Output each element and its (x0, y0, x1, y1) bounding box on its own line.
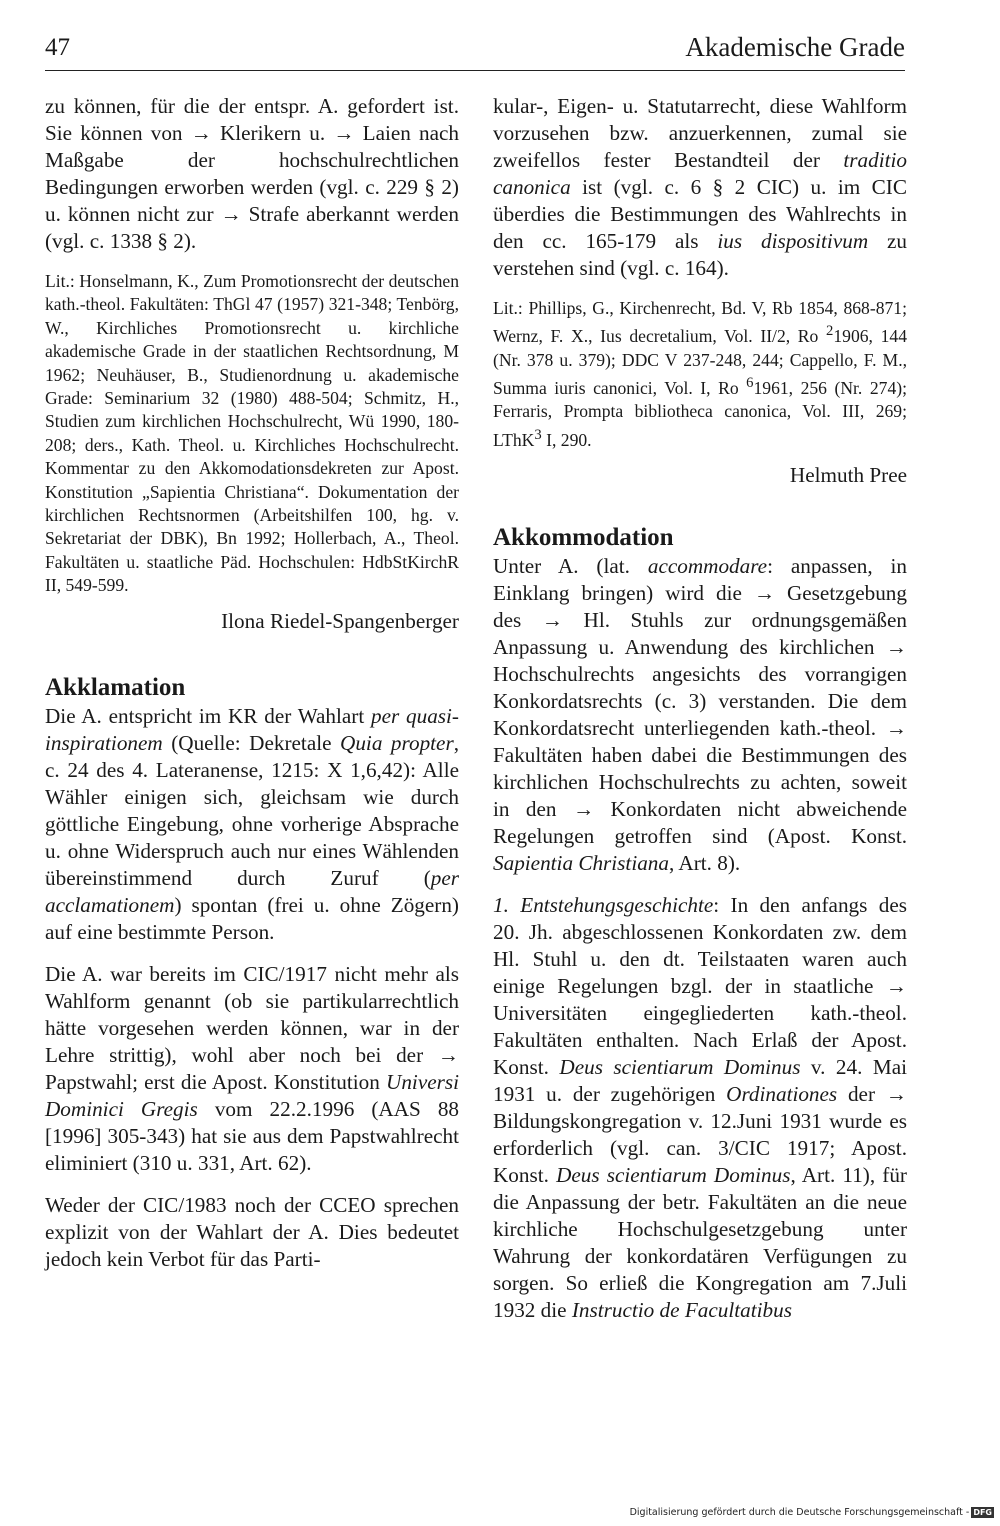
paragraph: Weder der CIC/1983 noch der CCEO sprechen explizit von der Wahlart der A. Dies bedeutet jedoch kein Verbot für das Parti- (45, 1192, 459, 1271)
running-head: Akademische Grade (685, 32, 905, 62)
paragraph: kular-, Eigen- u. Statutarrecht, diese Wahlform vorzusehen bzw. anzuerkennen, zumal sie zweifellos fester Bestandteil der traditio canonica ist (vgl. c. 6 § 2 CIC) u. im CIC überdies die Bestimmungen des Wahlrechts in den cc. 165-179 als ius dispositivum zu verstehen sind (vgl. c. 164). (493, 94, 908, 280)
page-header (45, 30, 905, 71)
author-name: Helmuth Pree (789, 463, 907, 488)
left-column (45, 93, 459, 1273)
section-heading-akklamation: Akklamation (45, 673, 186, 701)
page-number: 47 (45, 34, 70, 61)
literature-list: Lit.: Honselmann, K., Zum Promotionsrecht der deutschen kath.-theol. Fakultäten: ThGl 47 (1957) 321-348; Tenbörg, W., Kirchliches Promotionsrecht u. kirchliche akademische Grade in der staatlichen Rechtsordnung, M 1962; Neuhäuser, B., Studienordnung u. akademische Grade: Seminarium 32 (1980) 488-504; Schmitz, H., Studien zum kirchlichen Hochschulrecht, Wü 1990, 180-208; ders., Kath. Theol. u. Kirchliches Hochschulrecht. Kommentar zu den Akkomodationsdekreten zur Apost. Konstitution „Sapientia Christiana“. Dokumentation der kirchlichen Rechtsnormen (Arbeitshilfen 100, hg. v. Sekretariat der DBK), Bn 1992; Hollerbach, A., Theol. Fakultäten u. staatliche Päd. Hochschulen: HdbStKirchR II, 549-599. (45, 271, 459, 596)
paragraph: Unter A. (lat. accommodare: anpassen, in Einklang bringen) wird die → Gesetzgebung des → Hl. Stuhls zur ordnungsgemäßen Anpassung u. Anwendung des kirchlichen → Hochschulrechts angesichts des vorrangigen Konkordatsrechts (c. 3) verstanden. Die dem Konkordatsrecht unterliegenden kath.-theol. → Fakultäten haben dabei die Bestimmungen des kirchlichen Hochschulrechts zu achten, soweit in den → Konkordaten nicht abweichende Regelungen getroffen sind (Apost. Konst. Sapientia Christiana, Art. 8). (493, 554, 907, 876)
footer-text: Digitalisierung gefördert durch die Deutsche Forschungsgemeinschaft - (629, 1507, 970, 1518)
right-column (493, 93, 907, 1324)
paragraph: zu können, für die der entspr. A. gefordert ist. Sie können von → Klerikern u. → Laien nach Maßgabe der hochschulrechtlichen Bedingungen erworben werden (vgl. c. 229 § 2) u. können nicht zur → Strafe aberkannt werden (vgl. c. 1338 § 2). (45, 94, 459, 253)
paragraph: Die A. war bereits im CIC/1917 nicht mehr als Wahlform genannt (ob sie partikularrechtlich hätte vorgesehen werden können, war in der Lehre strittig), wohl aber noch bei der → Papstwahl; erst die Apost. Konstitution Universi Dominici Gregis vom 22.2.1996 (AAS 88 [1996] 305-343) hat sie aus dem Papstwahlrecht eliminiert (310 u. 331, Art. 62). (45, 961, 460, 1175)
author-name: Ilona Riedel-Spangenberger (221, 608, 459, 633)
paragraph: 1. Entstehungsgeschichte: In den anfangs des 20. Jh. abgeschlossenen Konkordaten zw. dem Hl. Stuhl u. den dt. Teilstaaten waren auch einige Regelungen bzgl. der in staatliche → Universitäten eingegliederten kath.-theol. Fakultäten enthalten. Nach Erlaß der Apost. Konst. Deus scientiarum Dominus v. 24. Mai 1931 u. der zugehörigen Ordinationes der → Bildungskongregation v. 12.Juni 1931 wurde es erforderlich (vgl. can. 3/CIC 1917; Apost. Konst. Deus scientiarum Dominus, Art. 11), für die Anpassung der betr. Fakultäten an die neue kirchliche Hochschulgesetzgebung unter Wahrung der konkordatären Verfügungen zu sorgen. So erließ die Kongregation am 7.Juli 1932 die Instructio de Facultatibus (493, 893, 908, 1323)
paragraph: Die A. entspricht im KR der Wahlart per quasi-inspirationem (Quelle: Dekretale Quia propter, c. 24 des 4. Lateranense, 1215: X 1,6,42): Alle Wähler einigen sich, gleichsam wie durch göttliche Eingebung, ohne vorherige Absprache u. ohne Widerspruch auch nur eines Wählenden übereinstimmend durch Zuruf (per acclamationem) spontan (frei u. ohne Zögern) auf eine bestimmte Person. (45, 703, 459, 944)
literature-list: Lit.: Phillips, G., Kirchenrecht, Bd. V, Rb 1854, 868-871; Wernz, F. X., Ius decretalium, Vol. II/2, Ro $^2$1906, 144 (Nr. 378 u. 379); DDC V 237-248, 244; Cappello, F. M., Summa iuris canonici, Vol. I, Ro $^6$1961, 256 (Nr. 274); Ferraris, Prompta bibliotheca canonica, Vol. III, 269; LThK$^3$ I, 290. (493, 298, 907, 450)
dfg-logo: DFG (973, 1508, 992, 1517)
section-heading-akkommodation: Akkommodation (493, 524, 674, 552)
digitization-footer (630, 1507, 994, 1518)
